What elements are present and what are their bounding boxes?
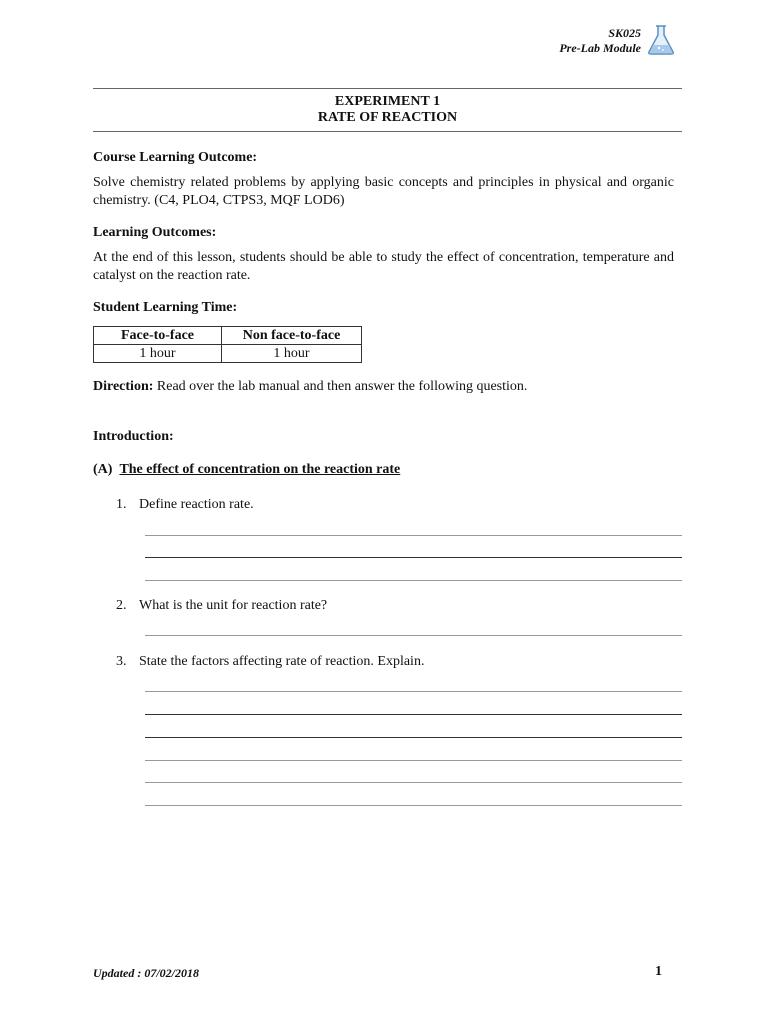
experiment-number: EXPERIMENT 1 [334,94,441,109]
answer-line[interactable] [145,691,682,692]
clo-text: Solve chemistry related problems by applying basic concepts and principles in physical and organic chemistry. (C4, PLO4, CTPS3, MQF LOD6) [93,175,674,208]
slt-heading: Student Learning Time: [93,300,238,315]
updated-date: Updated : 07/02/2018 [93,966,199,980]
section-a-label: (A) [93,462,113,477]
direction [93,379,527,395]
question-text: What is the unit for reaction rate? [139,598,328,613]
lo-heading: Learning Outcomes: [93,225,217,240]
answer-line[interactable] [145,737,682,738]
column-face-to-face: Face-to-face [94,327,222,345]
question-number: 1. [116,497,127,512]
question-text: Define reaction rate. [139,497,254,512]
lo-text: At the end of this lesson, students should be able to study the effect of concentration, temperature and catalyst on the reaction rate. [93,250,674,283]
answer-line[interactable] [145,760,682,761]
experiment-title: RATE OF REACTION [317,110,458,125]
title-bottom-rule [93,131,682,132]
introduction-heading: Introduction: [93,429,174,444]
clo-heading: Course Learning Outcome: [93,150,258,165]
section-a-title: The effect of concentration on the reaction rate [119,462,401,477]
column-non-face-to-face: Non face-to-face [222,327,362,345]
cell-non-face-to-face-hours: 1 hour [222,345,362,363]
answer-line[interactable] [145,557,682,558]
flask-icon [645,24,677,56]
module-name: Pre-Lab Module [559,41,641,55]
direction-text: Read over the lab manual and then answer the following question. [153,379,528,394]
answer-line[interactable] [145,714,682,715]
course-code: SK025 [608,26,641,40]
question-3 [116,654,424,670]
answer-line[interactable] [145,635,682,636]
question-number: 2. [116,598,127,613]
section-a-heading [93,462,400,478]
answer-line[interactable] [145,535,682,536]
answer-line[interactable] [145,782,682,783]
question-1 [116,497,254,513]
question-number: 3. [116,654,127,669]
direction-label: Direction: [93,379,154,394]
learning-time-table [93,326,362,363]
page-number: 1 [655,964,662,979]
cell-face-to-face-hours: 1 hour [94,345,222,363]
question-text: State the factors affecting rate of reaction. Explain. [139,654,425,669]
answer-line[interactable] [145,580,682,581]
answer-line[interactable] [145,805,682,806]
title-top-rule [93,88,682,89]
question-2 [116,598,327,614]
